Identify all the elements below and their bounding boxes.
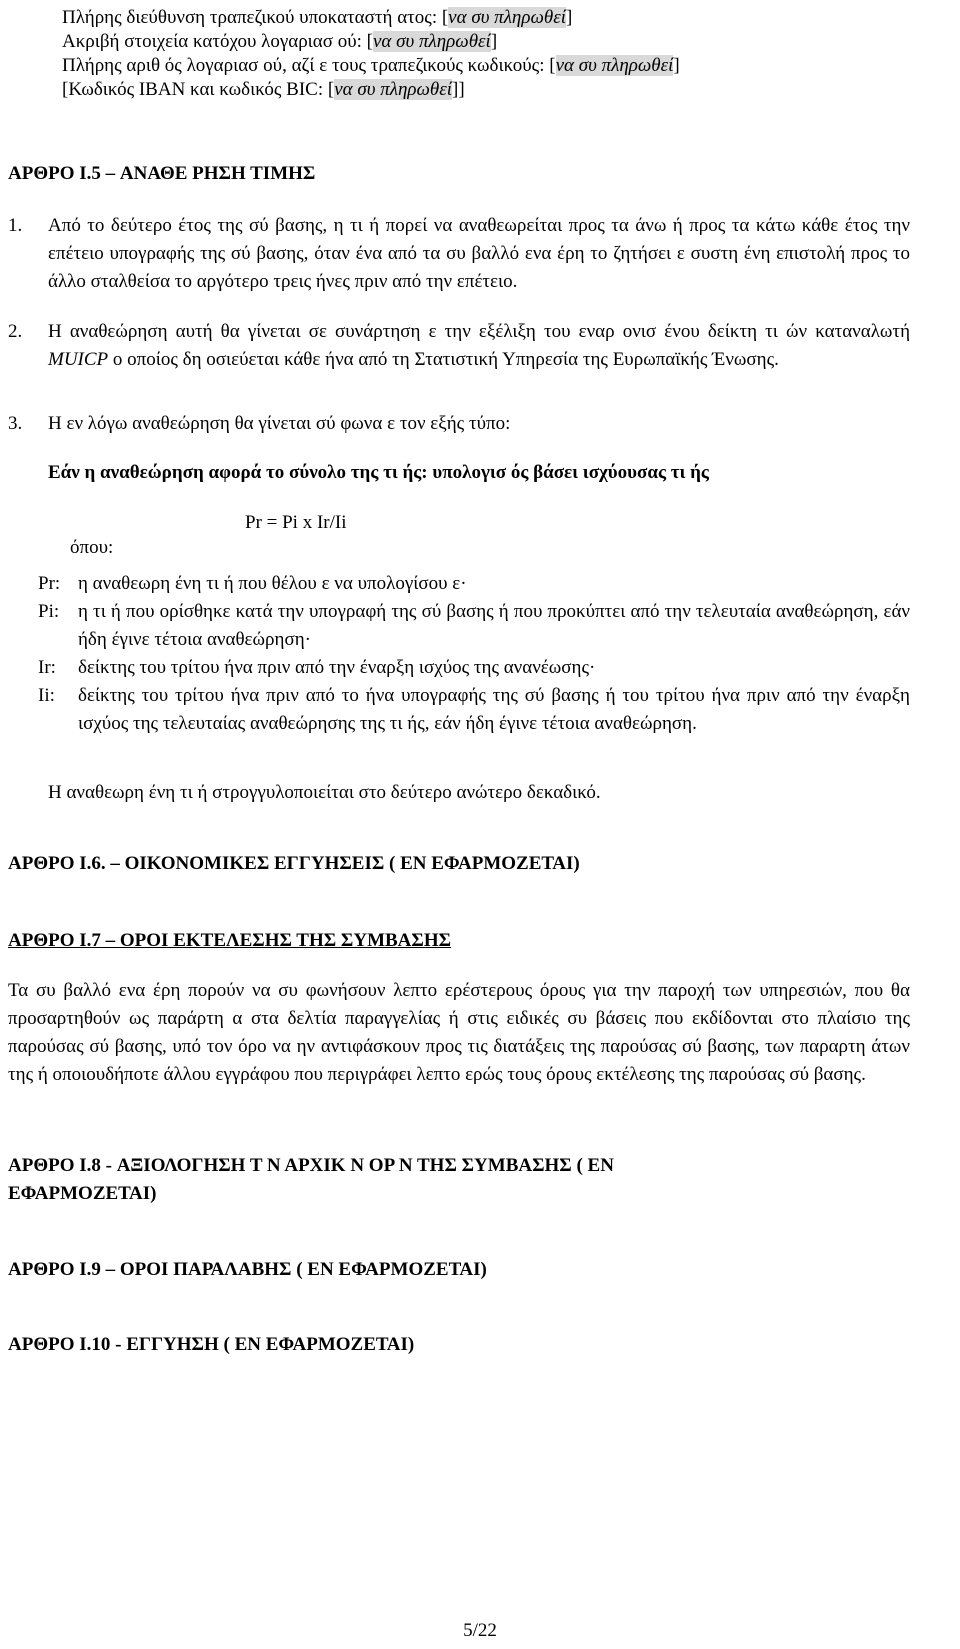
paragraph-text: Η εν λόγω αναθεώρηση θα γίνεται σύ φωνα ε τον εξής τύπο: xyxy=(48,413,511,434)
paragraph-text: Από το δεύτερο έτος της σύ βασης, η τι ή πορεί να αναθεωρείται προς τα άνω ή προς τα κάτω κάθε έτος την επέτειο υπογραφής της σύ βασης, όταν ένα από τα συ βαλλό ενα έρη το ζητήσει ε συστη ένη επιστολή προς το άλλο σταλθείσα το αργότερο τρεις ήνες πριν από την επέτειο. xyxy=(48,215,910,292)
bank-iban-bic: [Κωδικός ΙΒΑΝ και κωδικός BIC: [να συ πληρωθεί]] xyxy=(62,79,465,100)
bank-account-holder: Ακριβή στοιχεία κατόχου λογαριασ ού: [να συ πληρωθεί] xyxy=(62,31,498,52)
bank-branch-address: Πλήρης διεύθυνση τραπεζικού υποκαταστή ατος: [να συ πληρωθεί] xyxy=(62,7,573,28)
article-8-heading-line1: ΑΡΘΡΟ I.8 - ΑΞΙΟΛΟΓΗΣΗ Τ Ν ΑΡΧΙΚ Ν ΟΡ Ν ΤΗΣ ΣΥΜΒΑΣΗΣ ( ΕΝ xyxy=(8,1155,614,1176)
article-5-paragraph-1 xyxy=(8,212,910,296)
definition-text: η τι ή που ορίσθηκε κατά την υπογραφή της σύ βασης ή που προκύπτει από την τελευταία αναθεώρηση, εάν ήδη έγινε τέτοια αναθεώρηση· xyxy=(78,601,910,650)
placeholder-field: να συ πληρωθεί xyxy=(448,7,566,28)
definition-term: Ir: xyxy=(38,657,56,678)
article-5-paragraph-2 xyxy=(8,318,910,374)
definition-term: Pr: xyxy=(38,573,61,594)
definition-text: η αναθεωρη ένη τι ή που θέλου ε να υπολογίσου ε· xyxy=(78,573,467,594)
article-6-heading: ΑΡΘΡΟ I.6. – ΟΙΚΟΝΟΜΙΚΕΣ ΕΓΓΥΗΣΕΙΣ ( ΕΝ ΕΦΑΡΜΟΖΕΤΑΙ) xyxy=(8,853,580,874)
paragraph-text: Η αναθεώρηση αυτή θα γίνεται σε συνάρτηση ε την εξέλιξη του εναρ ονισ ένου δείκτη τι ών καταναλωτή MUICP ο οποίος δη οσιεύεται κάθε ήνα από τη Στατιστική Υπηρεσία της Ευρωπαϊκής Ένωσης. xyxy=(48,321,910,370)
price-formula: Pr = Pi x Ir/Ii xyxy=(245,512,347,533)
index-name: MUICP xyxy=(48,349,109,370)
definition-ii xyxy=(38,682,910,738)
paragraph-number: 1. xyxy=(8,215,23,236)
article-7-body: Τα συ βαλλό ενα έρη πορούν να συ φωνήσουν λεπτο ερέστερους όρους για την παροχή των υπηρεσιών, που θα προσαρτηθούν ως παράρτη α στα δελτία παραγγελίας ή στις ειδικές συ βάσεις που εκδίδονται στο πλαίσιο της παρούσας σύ βασης, υπό τον όρο να ην αντιφάσκουν προς τις διατάξεις της παρούσας σύ βασης, των παραρτη άτων της ή οποιουδήποτε άλλου εγγράφου που περιγράφει λεπτο ερώς τους όρους εκτέλεσης της παρούσας σύ βασης. xyxy=(8,980,910,1085)
placeholder-field: να συ πληρωθεί xyxy=(555,55,674,76)
placeholder-field: να συ πληρωθεί xyxy=(373,31,491,52)
article-7-heading: ΑΡΘΡΟ I.7 – ΟΡΟΙ ΕΚΤΕΛΕΣΗΣ ΤΗΣ ΣΥΜΒΑΣΗΣ xyxy=(8,930,452,951)
definition-ir xyxy=(38,654,910,682)
article-5-heading: ΑΡΘΡΟ I.5 – ΑΝΑΘΕ ΡΗΣΗ ΤΙΜΗΣ xyxy=(8,163,316,184)
definition-pi xyxy=(38,598,910,654)
definition-pr xyxy=(38,570,910,598)
formula-heading: Εάν η αναθεώρηση αφορά το σύνολο της τι ής: υπολογισ ός βάσει ισχύουσας τι ής xyxy=(48,462,709,483)
article-8-heading-line2: ΕΦΑΡΜΟΖΕΤΑΙ) xyxy=(8,1183,157,1204)
article-10-heading: ΑΡΘΡΟ I.10 - ΕΓΓΥΗΣΗ ( ΕΝ ΕΦΑΡΜΟΖΕΤΑΙ) xyxy=(8,1334,415,1355)
definition-text: δείκτης του τρίτου ήνα πριν από την έναρξη ισχύος της ανανέωσης· xyxy=(78,657,596,678)
article-9-heading: ΑΡΘΡΟ I.9 – ΟΡΟΙ ΠΑΡΑΛΑΒΗΣ ( ΕΝ ΕΦΑΡΜΟΖΕΤΑΙ) xyxy=(8,1259,487,1280)
definition-text: δείκτης του τρίτου ήνα πριν από το ήνα υπογραφής της σύ βασης ή του τρίτου ήνα πριν από την έναρξη ισχύος της τελευταίας αναθεώρησης της τι ής, εάν ήδη έγινε τέτοια αναθεώρηση. xyxy=(78,685,910,734)
bank-account-number: Πλήρης αριθ ός λογαριασ ού, αζί ε τους τραπεζικούς κωδικούς: [να συ πληρωθεί] xyxy=(62,55,680,76)
paragraph-number: 3. xyxy=(8,413,23,434)
article-5-paragraph-3 xyxy=(8,410,910,438)
rounding-note: Η αναθεωρη ένη τι ή στρογγυλοποιείται στο δεύτερο ανώτερο δεκαδικό. xyxy=(48,782,601,803)
page-number: 5/22 xyxy=(463,1620,497,1641)
where-label: όπου: xyxy=(70,537,114,558)
placeholder-field: να συ πληρωθεί xyxy=(334,79,453,100)
definition-term: Ii: xyxy=(38,685,55,706)
definition-term: Pi: xyxy=(38,601,60,622)
paragraph-number: 2. xyxy=(8,321,23,342)
